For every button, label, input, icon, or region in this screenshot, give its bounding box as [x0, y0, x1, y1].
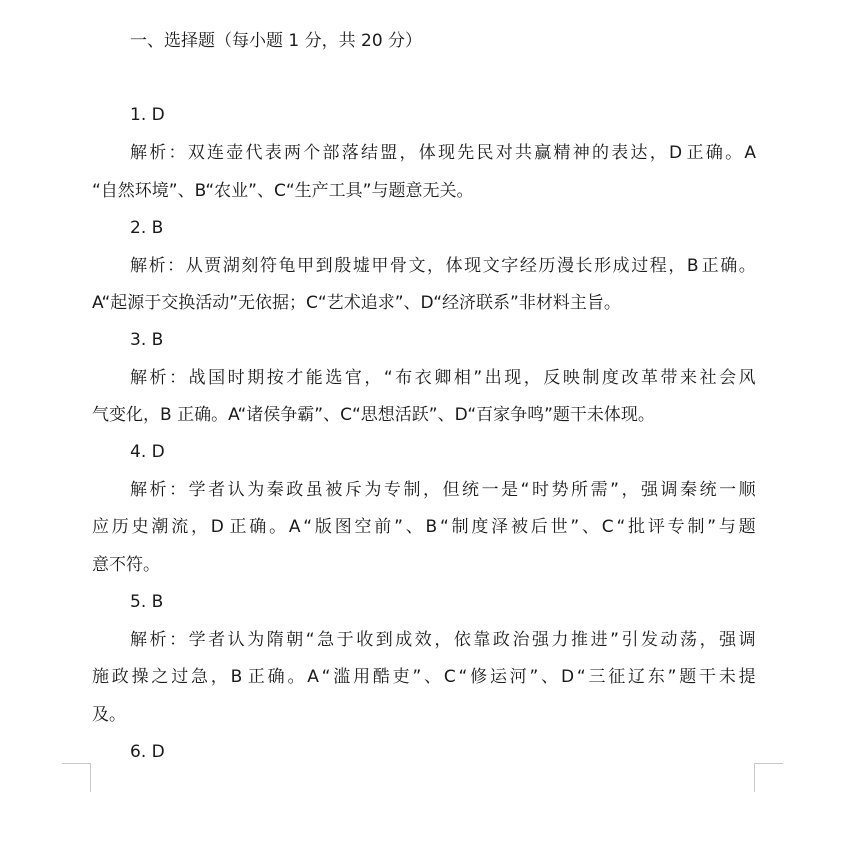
explanation-line: 施 政 操 之 过 急 ， B 正 确 。 A “ 滥 用 酷 吏 ” 、 C “ 修 运 河 ” 、 D “ 三 征 辽 东 ” 题 干 未 提: [92, 667, 756, 687]
explanation-line: “自然环境”、B“农业”、C“生产工具”与题意无关。: [92, 181, 474, 201]
explanation-line: 及。: [92, 705, 126, 725]
answer-number: 4. D: [130, 442, 165, 462]
explanation-line: 应 历 史 潮 流 ， D 正 确 。 A “ 版 图 空 前 ” 、 B “ 制 度 泽 被 后 世 ” 、 C “ 批 评 专 制 ” 与 题: [92, 517, 756, 537]
crop-mark-left: [62, 763, 91, 792]
explanation-line: 气变化，B 正确。A“诸侯争霸”、C“思想活跃”、D“百家争鸣”题干未体现。: [92, 405, 655, 425]
answer-number: 2. B: [130, 218, 164, 238]
answer-number: 5. B: [130, 592, 164, 612]
crop-mark-right: [754, 763, 783, 792]
explanation-line: 解 析 ： 双 连 壶 代 表 两 个 部 落 结 盟 ， 体 现 先 民 对 共 赢 精 神 的 表 达 ， D 正 确 。 A: [130, 143, 756, 163]
explanation-line: 意不符。: [92, 555, 160, 575]
section-title: 一、选择题（每小题 1 分，共 20 分）: [130, 31, 423, 51]
explanation-line: A“起源于交换活动”无依据；C“艺术追求”、D“经济联系”非材料主旨。: [92, 293, 621, 313]
explanation-line: 解 析 ： 战 国 时 期 按 才 能 选 官 ， “ 布 衣 卿 相 ” 出 现 ， 反 映 制 度 改 革 带 来 社 会 风: [130, 368, 756, 388]
explanation-line: 解 析 ： 从 贾 湖 刻 符 龟 甲 到 殷 墟 甲 骨 文 ， 体 现 文 字 经 历 漫 长 形 成 过 程 ， B 正 确 。: [130, 256, 756, 276]
explanation-line: 解 析 ： 学 者 认 为 秦 政 虽 被 斥 为 专 制 ， 但 统 一 是 “ 时 势 所 需 ” ， 强 调 秦 统 一 顺: [130, 480, 756, 500]
explanation-line: 解 析 ： 学 者 认 为 隋 朝 “ 急 于 收 到 成 效 ， 依 靠 政 治 强 力 推 进 ” 引 发 动 荡 ， 强 调: [130, 630, 756, 650]
answer-number: 6. D: [130, 742, 165, 762]
answer-number: 1. D: [130, 105, 165, 125]
answer-number: 3. B: [130, 330, 164, 350]
